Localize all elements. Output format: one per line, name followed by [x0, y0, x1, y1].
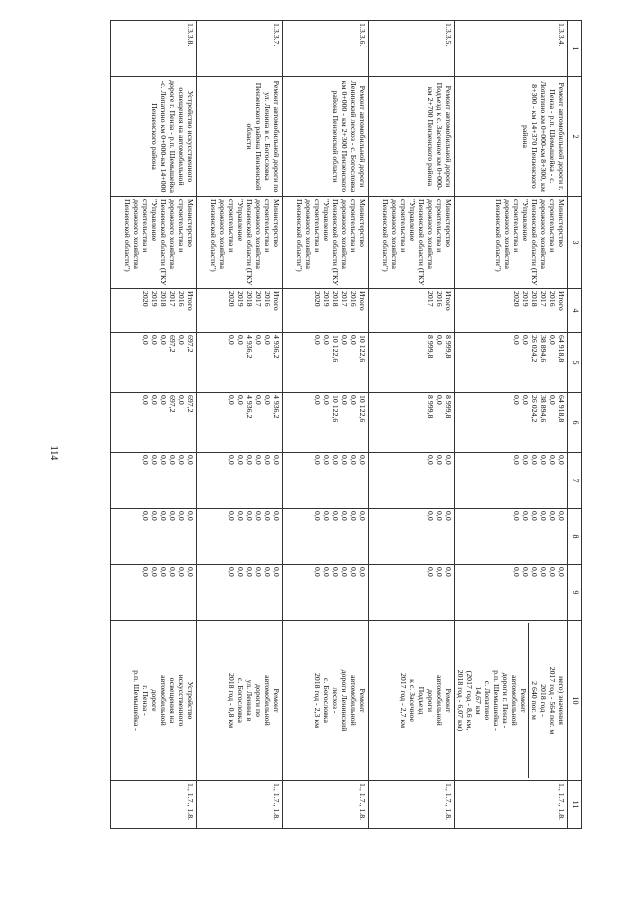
federal-budget: 0,0 0,0 0,0 0,0 0,0 0,0 — [283, 453, 369, 509]
year-list: Итого 2016 2017 — [369, 289, 455, 333]
total-funding: 10 122,6 0,0 0,0 10 122,6 0,0 0,0 — [283, 333, 369, 393]
target-indicator: Ремонт автомобильной дороги Подъезд к с. Засечное 2017 год - 2,7 км — [369, 621, 455, 781]
measure-name: Ремонт автомобильной дороги Подъезд к с. Засечное км 0+000-км 2+700 Пензенского района — [369, 77, 455, 197]
responsible-org: Министерство строительства и дорожного хозяйства Пензенской области (ГКУ "Управление строительства и дорожного хозяйства Пензенской области") — [455, 197, 568, 289]
column-header: 1 — [568, 21, 582, 77]
column-header: 10 — [568, 621, 582, 781]
column-header: 3 — [568, 197, 582, 289]
indicator-ref: 1., 1.7., 1.8. — [197, 781, 283, 829]
responsible-org: Министерство строительства и дорожного хозяйства Пензенской области (ГКУ "Управление строительства и дорожного хозяйства Пензенской области") — [111, 197, 197, 289]
local-budget: 0,0 0,0 0,0 0,0 0,0 0,0 — [283, 509, 369, 565]
other-sources: 0,0 0,0 0,0 — [369, 565, 455, 621]
target-indicator: Ремонт автомобильной дороги по ул. Ленина в с. Богословка 2018 год - 0,8 км — [197, 621, 283, 781]
local-budget: 0,0 0,0 0,0 0,0 0,0 0,0 — [197, 509, 283, 565]
responsible-org: Министерство строительства и дорожного хозяйства Пензенской области (ГКУ "Управление строительства и дорожного хозяйства Пензенской области") — [283, 197, 369, 289]
federal-budget: 0,0 0,0 0,0 0,0 0,0 0,0 — [111, 453, 197, 509]
column-header: 9 — [568, 565, 582, 621]
indicator-ref: 1., 1.7., 1.8. — [369, 781, 455, 829]
total-funding: 4 936,2 0,0 0,0 4 936,2 0,0 0,0 — [197, 333, 283, 393]
column-header: 5 — [568, 333, 582, 393]
indicator-ref: 1., 1.7., 1.8. — [283, 781, 369, 829]
indicator-ref: 1., 1.7., 1.8. — [111, 781, 197, 829]
indicator-text: иего) значения 2017 год - 564 пог. м 2018 год - 2 640 пог. м — [530, 666, 566, 735]
other-sources: 0,0 0,0 0,0 0,0 0,0 0,0 — [455, 565, 568, 621]
row-id: 1.3.3.5. — [369, 21, 455, 77]
row-id: 1.3.3.8. — [111, 21, 197, 77]
table-row — [455, 21, 568, 829]
regional-budget: 4 936,2 0,0 0,0 4 936,2 0,0 0,0 — [197, 393, 283, 453]
federal-budget: 0,0 0,0 0,0 — [369, 453, 455, 509]
page-number: 114 — [48, 445, 59, 461]
row-id: 1.3.3.7. — [197, 21, 283, 77]
federal-budget: 0,0 0,0 0,0 0,0 0,0 0,0 — [197, 453, 283, 509]
year-list: Итого 2016 2017 2018 2019 2020 — [111, 289, 197, 333]
target-indicator: Устройство искусственного освещения на автомобильной дороге г. Пенза - р.п. Шемышейка - — [111, 621, 197, 781]
program-table — [110, 20, 582, 829]
table-row — [369, 21, 455, 829]
regional-budget: 697,2 0,0 697,2 0,0 0,0 0,0 — [111, 393, 197, 453]
total-funding: 697,2 0,0 697,2 0,0 0,0 0,0 — [111, 333, 197, 393]
responsible-org: Министерство строительства и дорожного хозяйства Пензенской области (ГКУ "Управление строительства и дорожного хозяйства Пензенской области") — [197, 197, 283, 289]
year-list: Итого 2016 2017 2018 2019 2020 — [197, 289, 283, 333]
other-sources: 0,0 0,0 0,0 0,0 0,0 0,0 — [111, 565, 197, 621]
indicator-text-2: Ремонт автомобильной дороги г. Пенза - р.п. Шемышейка - с. Лопатино 14,67 км (2017 год - 8,6 км, 2018 год - 6,07 км) — [456, 623, 529, 778]
regional-budget: 64 918,8 0,0 38 894,6 26 024,2 0,0 0,0 — [455, 393, 568, 453]
measure-name: Устройство искусственного освещения на автомобильной дороге г. Пенза - р.п. Шемышейка -с. Лопатино км 0+000-км 14+000 Пензенского района — [111, 77, 197, 197]
federal-budget: 0,0 0,0 0,0 0,0 0,0 0,0 — [455, 453, 568, 509]
table-row — [283, 21, 369, 829]
indicator-ref: 1., 1.7., 1.8. — [455, 781, 568, 829]
year-list: Итого 2016 2017 2018 2019 2020 — [455, 289, 568, 333]
regional-budget: 8 999,8 0,0 8 999,8 — [369, 393, 455, 453]
local-budget: 0,0 0,0 0,0 0,0 0,0 0,0 — [455, 509, 568, 565]
column-header: 4 — [568, 289, 582, 333]
target-indicator: Ремонт автомобильной дороги Ленинский лесхоз - с. Богословка 2018 год - 2,3 км — [283, 621, 369, 781]
table-row — [111, 21, 197, 829]
measure-name: Ремонт автомобильной дороги по ул. Ленина в с. Богословка Пензенского района Пензенской области — [197, 77, 283, 197]
column-number-row — [568, 21, 582, 829]
measure-name: Ремонт автомобильной дороги г. Пенза - р.п. Шемышейка - с. Лопатино км 0+000-км 8+300, км 8+300 - км 14+370 Пензенского района — [455, 77, 568, 197]
responsible-org: Министерство строительства и дорожного хозяйства Пензенской области (ГКУ "Управление строительства и дорожного хозяйства Пензенской области") — [369, 197, 455, 289]
other-sources: 0,0 0,0 0,0 0,0 0,0 0,0 — [197, 565, 283, 621]
row-id: 1.3.3.6. — [283, 21, 369, 77]
year-list: Итого 2016 2017 2018 2019 2020 — [283, 289, 369, 333]
total-funding: 8 999,8 0,0 8 999,8 — [369, 333, 455, 393]
local-budget: 0,0 0,0 0,0 — [369, 509, 455, 565]
local-budget: 0,0 0,0 0,0 0,0 0,0 0,0 — [111, 509, 197, 565]
column-header: 7 — [568, 453, 582, 509]
total-funding: 64 918,8 0,0 38 894,6 26 024,2 0,0 0,0 — [455, 333, 568, 393]
target-indicator — [455, 621, 568, 781]
measure-name: Ремонт автомобильной дороги Ленинский лесхоз - с. Богословка км 0+000 - км 2+300 Пензенского района Пензенской области — [283, 77, 369, 197]
table-row — [197, 21, 283, 829]
column-header: 11 — [568, 781, 582, 829]
rotated-table-sheet — [62, 20, 582, 828]
column-header: 2 — [568, 77, 582, 197]
column-header: 6 — [568, 393, 582, 453]
other-sources: 0,0 0,0 0,0 0,0 0,0 0,0 — [283, 565, 369, 621]
column-header: 8 — [568, 509, 582, 565]
regional-budget: 10 122,6 0,0 0,0 10 122,6 0,0 0,0 — [283, 393, 369, 453]
row-id: 1.3.3.4. — [455, 21, 568, 77]
